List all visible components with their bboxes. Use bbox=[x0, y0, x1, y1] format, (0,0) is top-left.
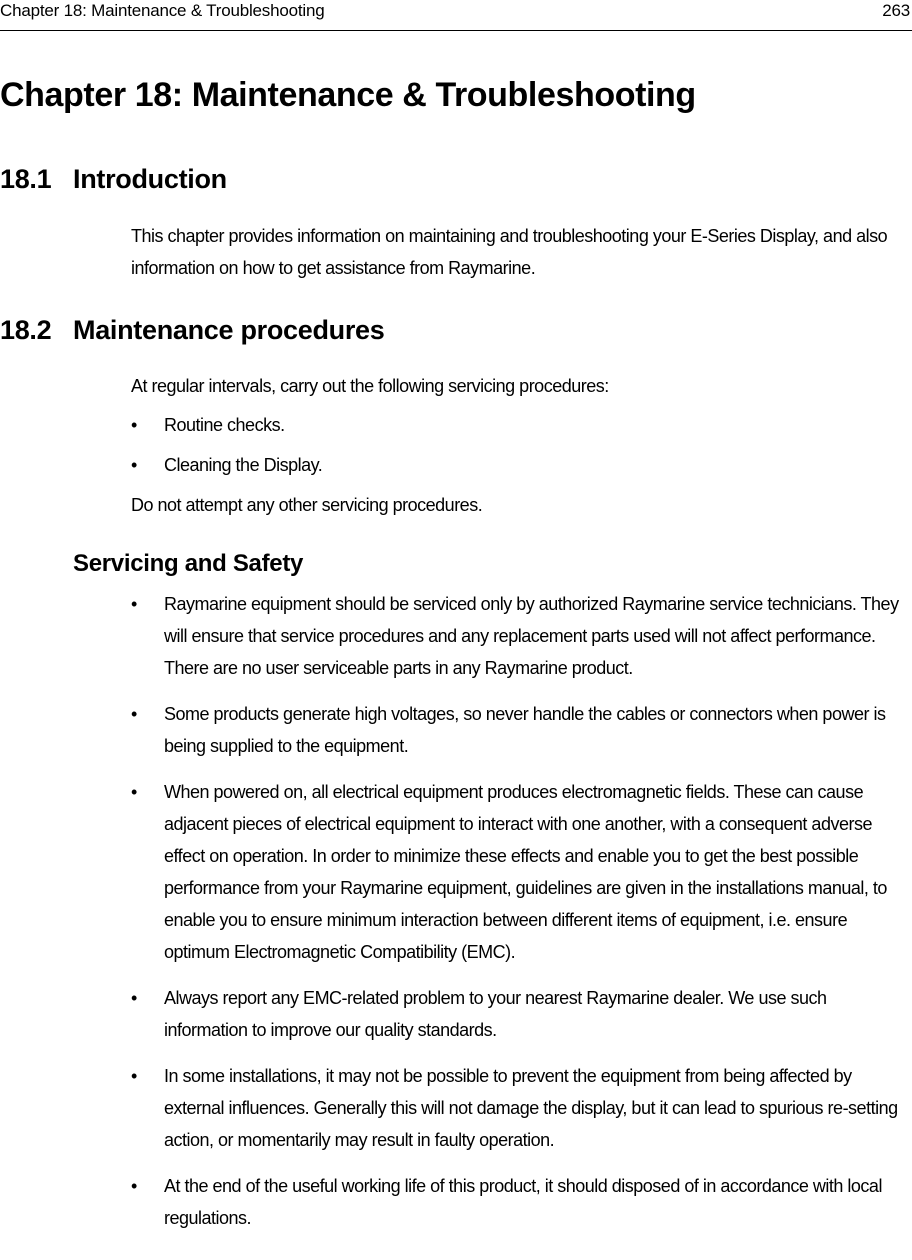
list-item: • Routine checks. bbox=[131, 409, 911, 441]
chapter-title: Chapter 18: Maintenance & Troubleshooting bbox=[0, 76, 696, 114]
list-item: • When powered on, all electrical equipment produces electromagnetic fields. These can cause adjacent pieces of electrical equipment to interact with one another, with a consequent adverse effect on operation. In order to minimize these effects and enable you to get the best possible performance from your Raymarine equipment, guidelines are given in the installations manual, to enable you to ensure minimum interaction between different items of equipment, i.e. ensure optimum Electromagnetic Compatibility (EMC). bbox=[131, 776, 911, 968]
maintenance-lead-paragraph: At regular intervals, carry out the following servicing procedures: bbox=[131, 376, 609, 396]
list-item: • Cleaning the Display. bbox=[131, 449, 911, 481]
list-item: • Raymarine equipment should be serviced only by authorized Raymarine service technicians. They will ensure that service procedures and any replacement parts used will not affect performance. There are no user serviceable parts in any Raymarine product. bbox=[131, 588, 911, 684]
maintenance-closing-paragraph: Do not attempt any other servicing procedures. bbox=[131, 495, 483, 515]
section-number: 18.2 bbox=[0, 315, 52, 345]
list-item: • In some installations, it may not be possible to prevent the equipment from being affected by external influences. Generally this will not damage the display, but it can lead to spurious re-setting action, or momentarily may result in faulty operation. bbox=[131, 1060, 911, 1156]
servicing-safety-list bbox=[131, 588, 911, 1248]
introduction-paragraph: This chapter provides information on maintaining and troubleshooting your E-Series Display, and also information on how to get assistance from Raymarine. bbox=[131, 226, 888, 278]
maintenance-procedures-list bbox=[131, 409, 911, 481]
running-header bbox=[0, 0, 912, 31]
section-number: 18.1 bbox=[0, 164, 52, 194]
running-header-title: Chapter 18: Maintenance & Troubleshooting bbox=[0, 1, 325, 20]
section-heading-maintenance bbox=[0, 315, 385, 346]
list-item: • At the end of the useful working life of this product, it should disposed of in accordance with local regulations. bbox=[131, 1170, 911, 1234]
section-heading-introduction bbox=[0, 164, 227, 195]
list-item: • Always report any EMC-related problem to your nearest Raymarine dealer. We use such information to improve our quality standards. bbox=[131, 982, 911, 1046]
section-title: Maintenance procedures bbox=[73, 315, 385, 345]
page-number: 263 bbox=[882, 1, 910, 20]
subsection-heading-servicing-safety: Servicing and Safety bbox=[73, 550, 304, 577]
section-title: Introduction bbox=[73, 164, 227, 194]
list-item: • Some products generate high voltages, so never handle the cables or connectors when power is being supplied to the equipment. bbox=[131, 698, 911, 762]
